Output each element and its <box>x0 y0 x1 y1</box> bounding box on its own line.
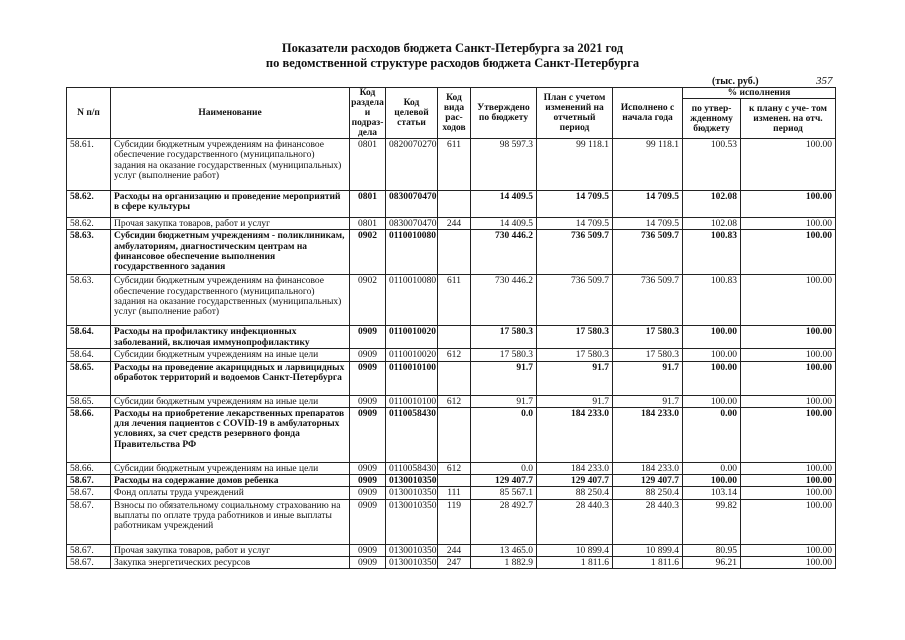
cell-isp: 10 899.4 <box>613 544 683 556</box>
cell-utv: 17 580.3 <box>471 349 537 361</box>
cell-pct-utv: 100.83 <box>683 230 741 275</box>
table-body <box>67 139 836 569</box>
table-row <box>67 361 836 395</box>
cell-plan: 14 709.5 <box>537 218 613 230</box>
cell-vid: 244 <box>438 218 471 230</box>
cell-num: 58.62. <box>67 218 111 230</box>
cell-razdel: 0909 <box>350 361 386 395</box>
col-header-num: N п/п <box>67 88 111 139</box>
cell-num: 58.63. <box>67 230 111 275</box>
cell-vid <box>438 361 471 395</box>
cell-isp: 129 407.7 <box>613 475 683 487</box>
cell-utv: 28 492.7 <box>471 499 537 544</box>
cell-num: 58.65. <box>67 361 111 395</box>
cell-vid <box>438 475 471 487</box>
cell-num: 58.64. <box>67 349 111 361</box>
cell-razdel: 0909 <box>350 462 386 474</box>
cell-plan: 91.7 <box>537 395 613 407</box>
col-header-plan: План с учетом изменений на отчетный период <box>537 88 613 139</box>
cell-vid: 111 <box>438 487 471 499</box>
table-row <box>67 230 836 275</box>
cell-name: Субсидии бюджетным учреждениям на иные цели <box>111 462 350 474</box>
cell-isp: 736 509.7 <box>613 230 683 275</box>
cell-razdel: 0909 <box>350 326 386 349</box>
table-row <box>67 407 836 462</box>
cell-pct-plan: 100.00 <box>741 407 836 462</box>
cell-pct-utv: 100.00 <box>683 326 741 349</box>
cell-razdel: 0801 <box>350 218 386 230</box>
cell-pct-plan: 100.00 <box>741 139 836 191</box>
cell-pct-utv: 0.00 <box>683 462 741 474</box>
cell-vid: 612 <box>438 349 471 361</box>
cell-pct-plan: 100.00 <box>741 557 836 569</box>
cell-razdel: 0909 <box>350 544 386 556</box>
cell-num: 58.67. <box>67 487 111 499</box>
cell-isp: 99 118.1 <box>613 139 683 191</box>
cell-utv: 91.7 <box>471 361 537 395</box>
cell-name: Прочая закупка товаров, работ и услуг <box>111 218 350 230</box>
cell-pct-utv: 102.08 <box>683 218 741 230</box>
cell-utv: 0.0 <box>471 462 537 474</box>
cell-name: Расходы на организацию и проведение мероприятий в сфере культуры <box>111 191 350 218</box>
cell-isp: 88 250.4 <box>613 487 683 499</box>
cell-num: 58.67. <box>67 557 111 569</box>
cell-pct-plan: 100.00 <box>741 361 836 395</box>
cell-isp: 14 709.5 <box>613 191 683 218</box>
table-row <box>67 275 836 326</box>
report-title-line2: по ведомственной структуре расходов бюджета Санкт-Петербурга <box>265 56 640 70</box>
cell-razdel: 0909 <box>350 557 386 569</box>
cell-num: 58.66. <box>67 462 111 474</box>
cell-isp: 1 811.6 <box>613 557 683 569</box>
cell-razdel: 0909 <box>350 349 386 361</box>
cell-plan: 99 118.1 <box>537 139 613 191</box>
cell-statya: 0820070270 <box>386 139 438 191</box>
cell-num: 58.65. <box>67 395 111 407</box>
cell-plan: 736 509.7 <box>537 230 613 275</box>
cell-razdel: 0909 <box>350 499 386 544</box>
cell-razdel: 0801 <box>350 191 386 218</box>
table-row <box>67 544 836 556</box>
cell-plan: 17 580.3 <box>537 349 613 361</box>
cell-isp: 184 233.0 <box>613 407 683 462</box>
cell-name: Фонд оплаты труда учреждений <box>111 487 350 499</box>
cell-statya: 0110058430 <box>386 407 438 462</box>
report-title-line1: Показатели расходов бюджета Санкт-Петербурга за 2021 год <box>281 41 624 55</box>
cell-statya: 0130010350 <box>386 544 438 556</box>
cell-statya: 0110010080 <box>386 275 438 326</box>
cell-pct-plan: 100.00 <box>741 487 836 499</box>
cell-utv: 0.0 <box>471 407 537 462</box>
cell-pct-utv: 99.82 <box>683 499 741 544</box>
cell-pct-utv: 100.53 <box>683 139 741 191</box>
cell-name: Прочая закупка товаров, работ и услуг <box>111 544 350 556</box>
cell-utv: 85 567.1 <box>471 487 537 499</box>
cell-plan: 10 899.4 <box>537 544 613 556</box>
cell-plan: 88 250.4 <box>537 487 613 499</box>
cell-pct-plan: 100.00 <box>741 326 836 349</box>
cell-vid <box>438 326 471 349</box>
cell-name: Субсидии бюджетным учреждениям на иные цели <box>111 349 350 361</box>
col-header-statya: Код целевой статьи <box>386 88 438 139</box>
cell-pct-utv: 80.95 <box>683 544 741 556</box>
cell-vid: 611 <box>438 139 471 191</box>
cell-isp: 17 580.3 <box>613 349 683 361</box>
cell-name: Субсидии бюджетным учреждениям на финансовое обеспечение государственного (муниципального) задания на оказание государственных (муниципальных) услуг (выполнение работ) <box>111 139 350 191</box>
cell-isp: 736 509.7 <box>613 275 683 326</box>
cell-vid <box>438 407 471 462</box>
cell-pct-plan: 100.00 <box>741 230 836 275</box>
cell-razdel: 0801 <box>350 139 386 191</box>
cell-statya: 0110058430 <box>386 462 438 474</box>
budget-table <box>66 87 836 569</box>
col-header-utv: Утверждено по бюджету <box>471 88 537 139</box>
cell-vid <box>438 191 471 218</box>
cell-vid: 611 <box>438 275 471 326</box>
cell-utv: 730 446.2 <box>471 230 537 275</box>
cell-statya: 0830070470 <box>386 191 438 218</box>
cell-name: Расходы на профилактику инфекционных заболеваний, включая иммунопрофилактику <box>111 326 350 349</box>
cell-num: 58.62. <box>67 191 111 218</box>
cell-pct-plan: 100.00 <box>741 499 836 544</box>
cell-pct-utv: 100.00 <box>683 395 741 407</box>
cell-statya: 0830070470 <box>386 218 438 230</box>
col-header-pct-plan: к плану с уче- том изменен. на отч. период <box>741 99 836 139</box>
cell-pct-utv: 100.00 <box>683 475 741 487</box>
cell-statya: 0130010350 <box>386 487 438 499</box>
cell-statya: 0130010350 <box>386 557 438 569</box>
cell-pct-utv: 100.00 <box>683 349 741 361</box>
cell-utv: 730 446.2 <box>471 275 537 326</box>
table-row <box>67 499 836 544</box>
table-row <box>67 475 836 487</box>
table-row <box>67 349 836 361</box>
col-header-isp: Исполнено с начала года <box>613 88 683 139</box>
cell-name: Субсидии бюджетным учреждениям на иные цели <box>111 395 350 407</box>
cell-num: 58.64. <box>67 326 111 349</box>
cell-utv: 13 465.0 <box>471 544 537 556</box>
cell-utv: 98 597.3 <box>471 139 537 191</box>
cell-statya: 0110010100 <box>386 361 438 395</box>
cell-pct-plan: 100.00 <box>741 475 836 487</box>
cell-statya: 0130010350 <box>386 475 438 487</box>
units-label: (тыс. руб.) <box>712 76 759 87</box>
cell-pct-utv: 0.00 <box>683 407 741 462</box>
cell-utv: 129 407.7 <box>471 475 537 487</box>
cell-plan: 91.7 <box>537 361 613 395</box>
cell-vid: 612 <box>438 462 471 474</box>
page-number: 357 <box>816 75 833 87</box>
cell-pct-utv: 100.83 <box>683 275 741 326</box>
col-header-razdel: Код раздела и подраз- дела <box>351 88 384 138</box>
col-header-vid: Код вида рас- ходов <box>438 88 471 139</box>
cell-vid <box>438 230 471 275</box>
cell-num: 58.67. <box>67 499 111 544</box>
cell-name: Расходы на содержание домов ребенка <box>111 475 350 487</box>
table-row <box>67 557 836 569</box>
cell-num: 58.67. <box>67 544 111 556</box>
cell-plan: 184 233.0 <box>537 407 613 462</box>
cell-statya: 0130010350 <box>386 499 438 544</box>
cell-isp: 91.7 <box>613 361 683 395</box>
cell-utv: 91.7 <box>471 395 537 407</box>
cell-pct-utv: 100.00 <box>683 361 741 395</box>
cell-isp: 91.7 <box>613 395 683 407</box>
cell-utv: 17 580.3 <box>471 326 537 349</box>
table-row <box>67 191 836 218</box>
cell-isp: 17 580.3 <box>613 326 683 349</box>
cell-num: 58.61. <box>67 139 111 191</box>
cell-isp: 184 233.0 <box>613 462 683 474</box>
cell-pct-utv: 103.14 <box>683 487 741 499</box>
cell-pct-utv: 102.08 <box>683 191 741 218</box>
cell-vid: 612 <box>438 395 471 407</box>
cell-num: 58.66. <box>67 407 111 462</box>
col-header-pct-utv: по утвер- жденному бюджету <box>683 99 741 139</box>
cell-name: Субсидии бюджетным учреждениям - поликлиникам, амбулаториям, диагностическим центрам на финансовое обеспечение выполнения государственного задания <box>111 230 350 275</box>
cell-pct-plan: 100.00 <box>741 349 836 361</box>
cell-plan: 14 709.5 <box>537 191 613 218</box>
cell-pct-plan: 100.00 <box>741 191 836 218</box>
cell-statya: 0110010020 <box>386 349 438 361</box>
cell-pct-plan: 100.00 <box>741 462 836 474</box>
cell-pct-plan: 100.00 <box>741 544 836 556</box>
cell-plan: 17 580.3 <box>537 326 613 349</box>
cell-utv: 1 882.9 <box>471 557 537 569</box>
cell-vid: 247 <box>438 557 471 569</box>
cell-pct-plan: 100.00 <box>741 275 836 326</box>
cell-isp: 28 440.3 <box>613 499 683 544</box>
cell-plan: 1 811.6 <box>537 557 613 569</box>
table-row <box>67 326 836 349</box>
cell-statya: 0110010080 <box>386 230 438 275</box>
cell-pct-plan: 100.00 <box>741 395 836 407</box>
cell-vid: 119 <box>438 499 471 544</box>
cell-name: Расходы на приобретение лекарственных препаратов для лечения пациентов с COVID-19 в амбулаторных условиях, за счет средств резервного фонда Правительства РФ <box>111 407 350 462</box>
cell-plan: 28 440.3 <box>537 499 613 544</box>
cell-razdel: 0902 <box>350 275 386 326</box>
cell-plan: 736 509.7 <box>537 275 613 326</box>
cell-utv: 14 409.5 <box>471 191 537 218</box>
cell-razdel: 0909 <box>350 475 386 487</box>
cell-name: Взносы по обязательному социальному страхованию на выплаты по оплате труда работников и иные выплаты работникам учреждений <box>111 499 350 544</box>
cell-statya: 0110010100 <box>386 395 438 407</box>
table-row <box>67 462 836 474</box>
table-row <box>67 139 836 191</box>
cell-pct-utv: 96.21 <box>683 557 741 569</box>
cell-razdel: 0909 <box>350 487 386 499</box>
table-row <box>67 487 836 499</box>
table-row <box>67 218 836 230</box>
cell-num: 58.67. <box>67 475 111 487</box>
cell-isp: 14 709.5 <box>613 218 683 230</box>
cell-utv: 14 409.5 <box>471 218 537 230</box>
cell-pct-plan: 100.00 <box>741 218 836 230</box>
col-header-name: Наименование <box>111 88 350 139</box>
col-header-pct-group: % исполнения <box>683 88 836 99</box>
cell-razdel: 0902 <box>350 230 386 275</box>
cell-statya: 0110010020 <box>386 326 438 349</box>
cell-name: Расходы на проведение акарицидных и ларвицидных обработок территорий и водоемов Санкт-Петербурга <box>111 361 350 395</box>
cell-num: 58.63. <box>67 275 111 326</box>
cell-plan: 129 407.7 <box>537 475 613 487</box>
cell-razdel: 0909 <box>350 395 386 407</box>
cell-plan: 184 233.0 <box>537 462 613 474</box>
table-row <box>67 395 836 407</box>
cell-razdel: 0909 <box>350 407 386 462</box>
cell-name: Субсидии бюджетным учреждениям на финансовое обеспечение государственного (муниципального) задания на оказание государственных (муниципальных) услуг (выполнение работ) <box>111 275 350 326</box>
cell-vid: 244 <box>438 544 471 556</box>
cell-name: Закупка энергетических ресурсов <box>111 557 350 569</box>
